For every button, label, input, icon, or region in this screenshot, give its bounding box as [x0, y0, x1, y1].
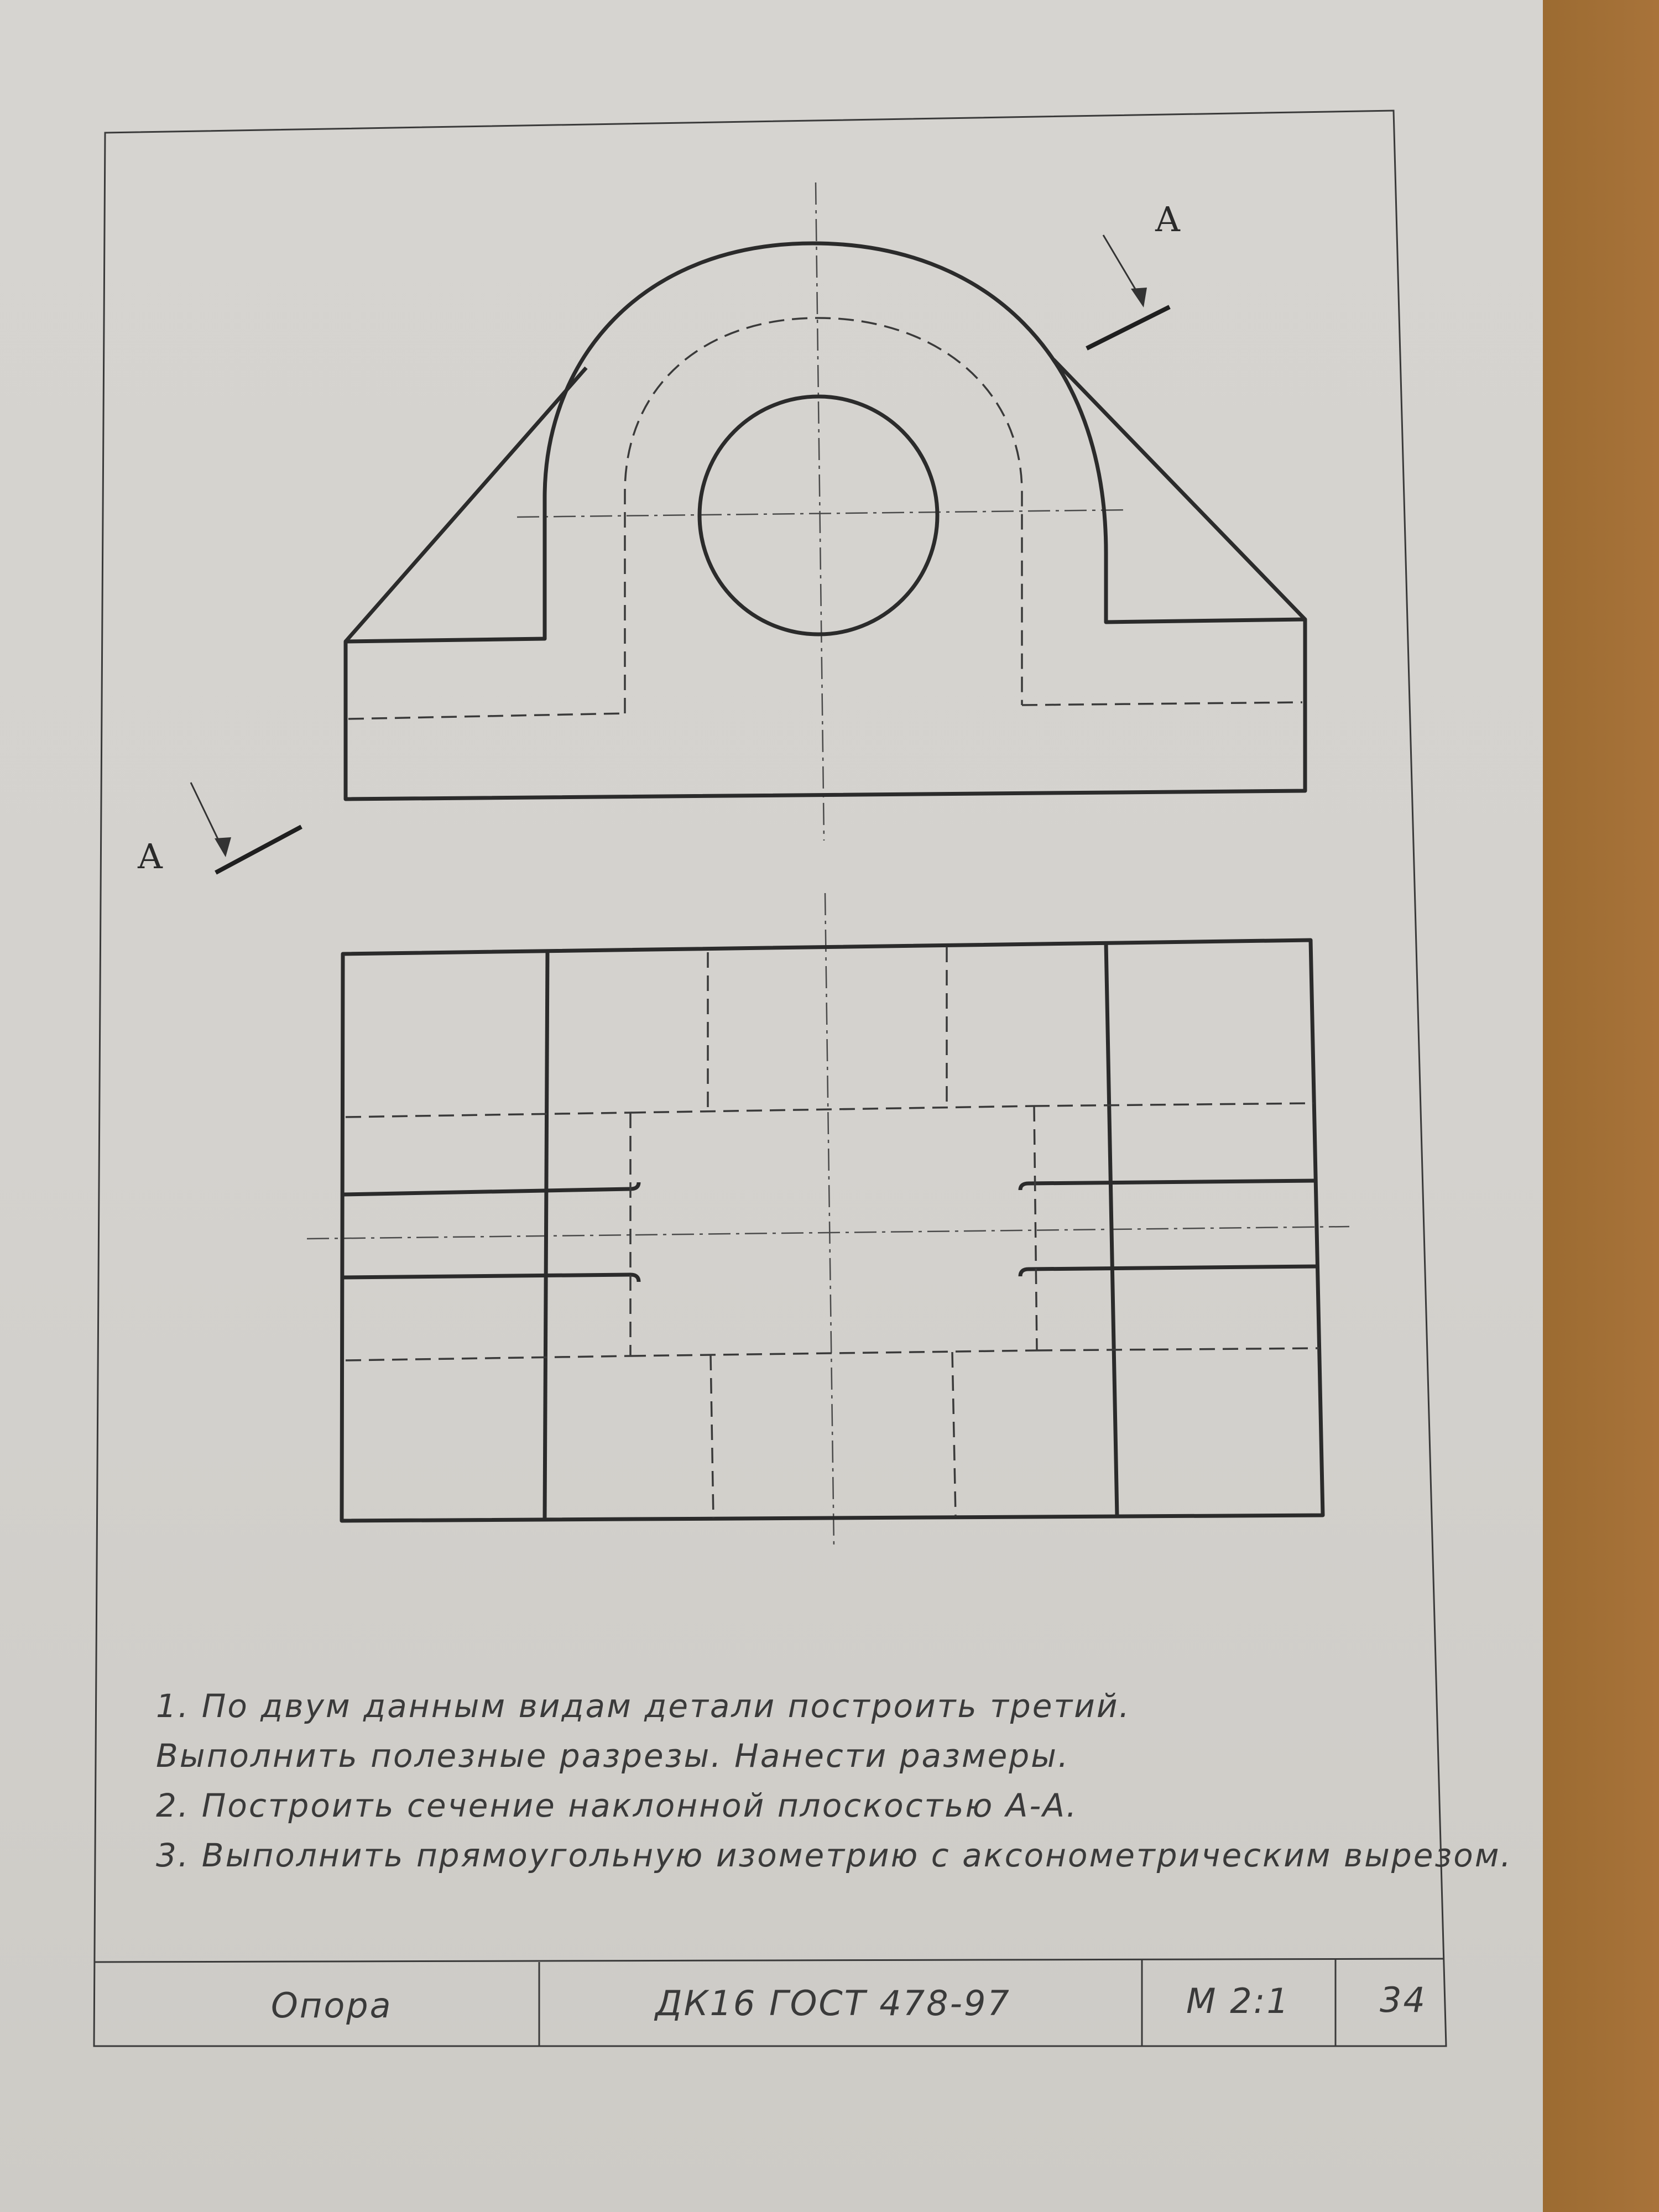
top-left-rib-edge — [545, 951, 547, 1520]
title-sheet-number: 34 — [1380, 1980, 1427, 2020]
top-left-slot-lower — [343, 1275, 639, 1282]
title-designation: ДК16 ГОСТ 478-97 — [655, 1983, 1011, 2023]
top-left-slot-upper — [343, 1182, 639, 1194]
section-cut-line-bottom — [216, 827, 301, 873]
note-line-1: 1. По двум данным видам детали построить третий. — [156, 1687, 1131, 1725]
section-arrow-head-top — [1131, 288, 1147, 307]
front-hidden-right-base — [1022, 702, 1302, 705]
title-part-name: Опора — [271, 1985, 393, 2026]
top-right-slot-lower — [1020, 1266, 1317, 1276]
section-label-top: А — [1155, 199, 1181, 239]
task-notes — [156, 1681, 1512, 1880]
front-hidden-left-base — [348, 713, 625, 719]
section-mark-top — [1087, 235, 1170, 348]
note-line-3: 2. Построить сечение наклонной плоскостью А-А. — [156, 1787, 1078, 1824]
front-right-rib — [1053, 359, 1305, 619]
top-hidden-inner-right — [1034, 1106, 1037, 1350]
section-cut-line-top — [1087, 307, 1170, 348]
front-left-rib — [346, 368, 586, 641]
section-mark-bottom — [191, 782, 301, 873]
title-block-top-line — [95, 1959, 1443, 1962]
note-line-2: Выполнить полезные разрезы. Нанести размеры. — [156, 1737, 1070, 1775]
title-scale: М 2:1 — [1186, 1981, 1290, 2021]
top-vertical-centerline — [825, 893, 834, 1548]
top-hidden-bore-right-lower — [952, 1352, 956, 1516]
top-hidden-bore-left-lower — [711, 1355, 713, 1518]
front-view — [346, 182, 1305, 841]
top-right-slot-upper — [1020, 1181, 1316, 1190]
section-label-bottom: А — [137, 836, 163, 877]
front-vertical-centerline — [816, 182, 824, 841]
front-horizontal-centerline — [517, 510, 1128, 517]
note-line-4: 3. Выполнить прямоугольную изометрию с аксонометрическим вырезом. — [156, 1837, 1512, 1874]
section-arrow-head-bottom — [215, 837, 231, 857]
top-horizontal-centerline — [307, 1227, 1349, 1239]
top-view — [307, 893, 1349, 1548]
